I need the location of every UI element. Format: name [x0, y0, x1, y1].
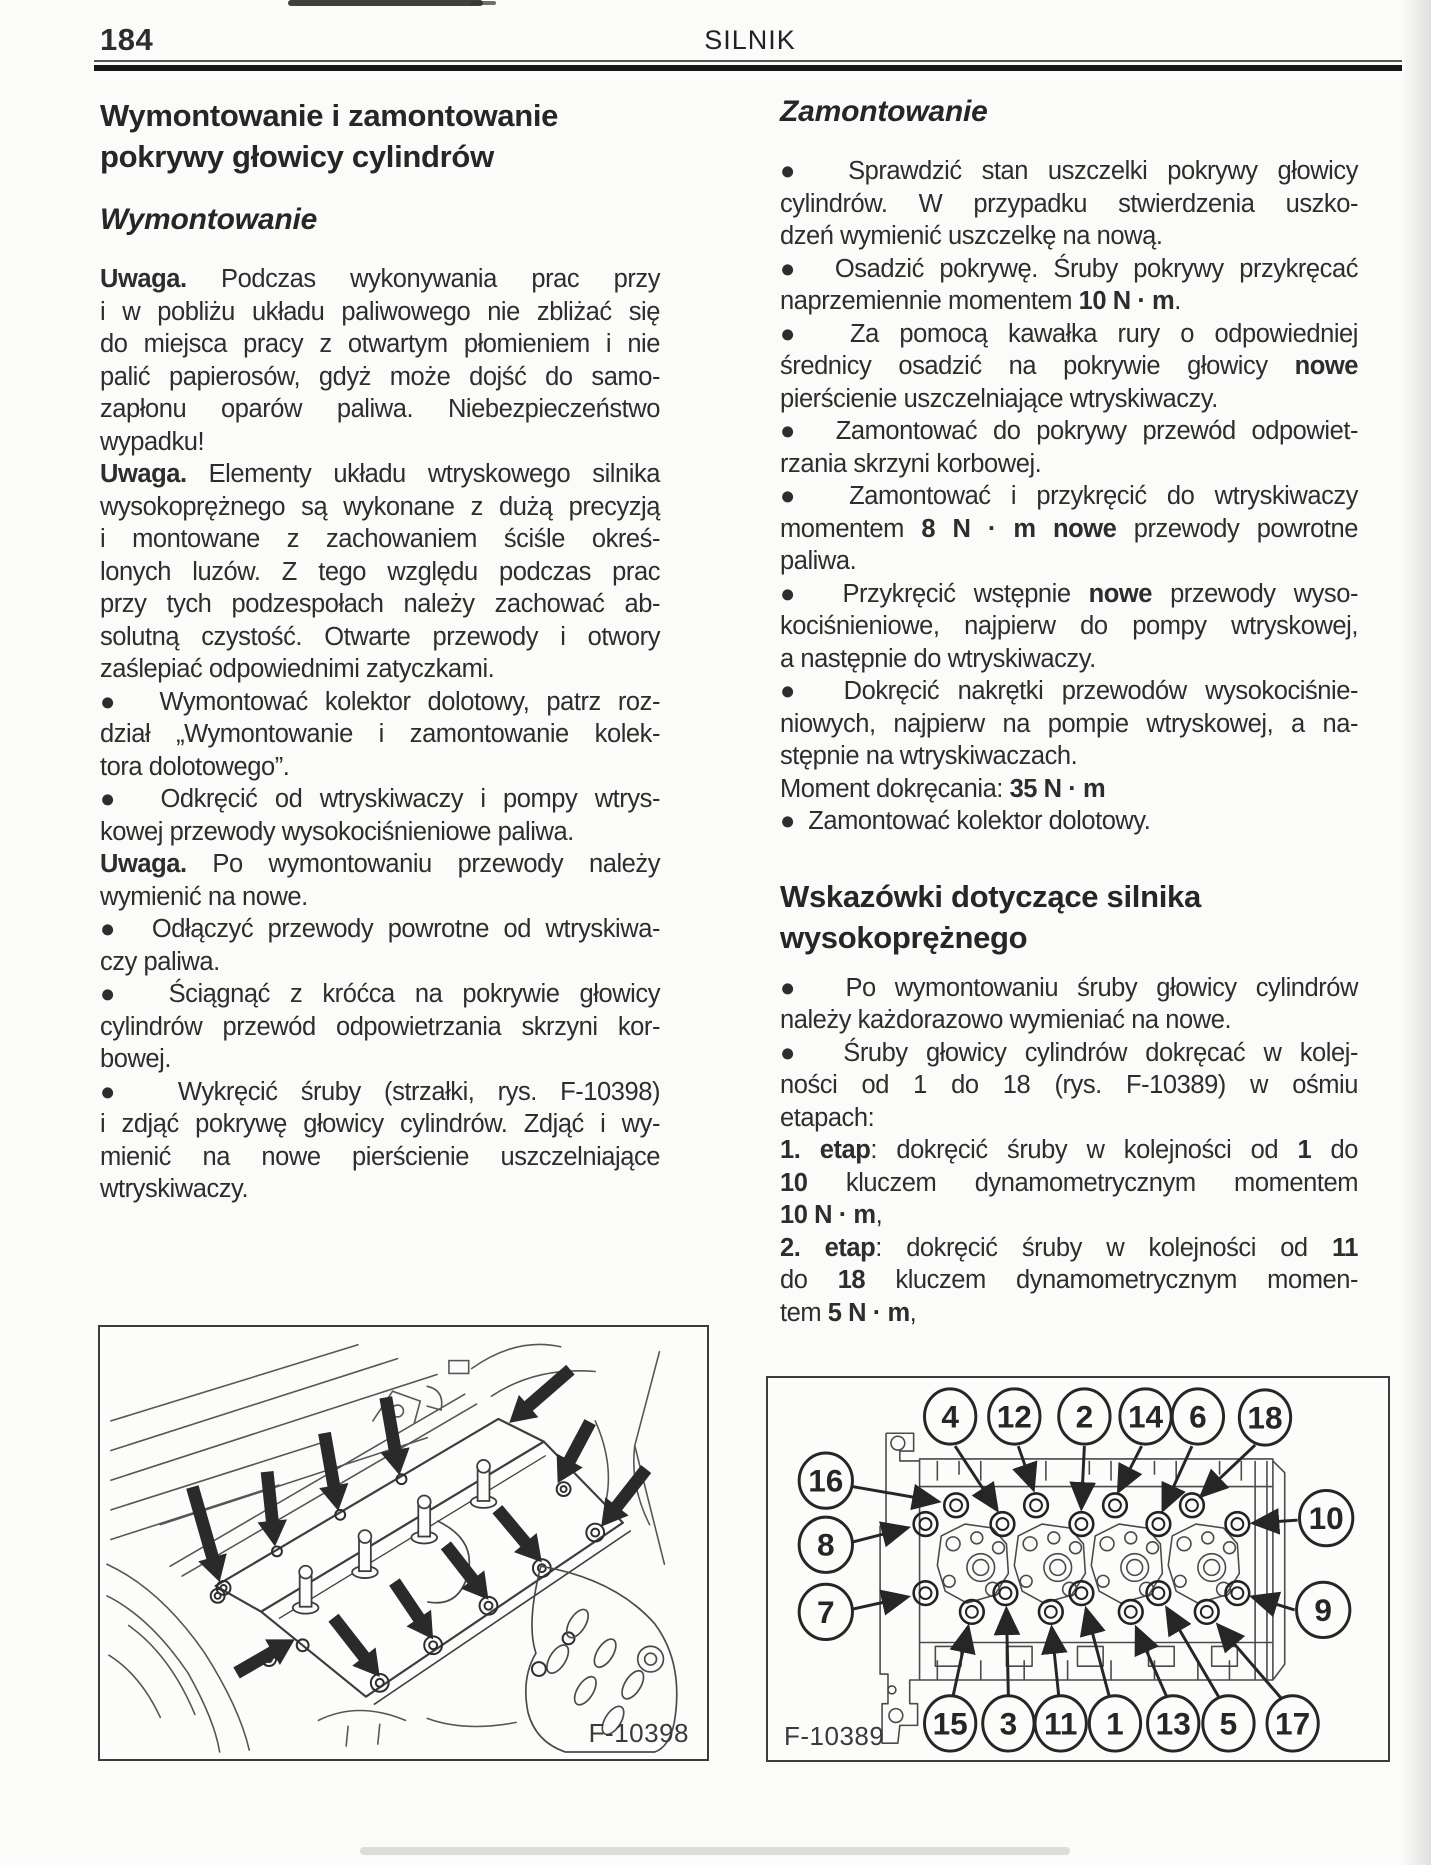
sequence-number: 7 [817, 1593, 835, 1630]
text-line: cylindrów. W przypadku stwierdzenia uszko- [780, 189, 1358, 218]
arrow-icon [310, 1430, 353, 1513]
text-line: stępnie na wtryskiwaczach. [780, 742, 1078, 770]
text-line: mienić na nowe pierścienie uszczelniające [100, 1142, 660, 1171]
scan-artifact [288, 0, 483, 6]
text-line: ● Dokręcić nakrętki przewodów wysokociśnie- [780, 677, 1358, 705]
sequence-badge [989, 1389, 1040, 1444]
sequence-badge [1267, 1696, 1318, 1751]
bold-text: Uwaga. [100, 265, 187, 293]
figure-label: F-10398 [588, 1718, 689, 1748]
torque-value: 35 N · m [1009, 774, 1106, 803]
sequence-badge [1148, 1696, 1199, 1751]
text-line: do miejsca pracy z otwartym płomieniem i nie [100, 330, 660, 358]
text-line: ● Po wymontowaniu śruby głowicy cylindrów [780, 973, 1358, 1002]
sequence-number: 9 [1314, 1591, 1332, 1628]
torque-value: 8 N · m nowe [921, 514, 1117, 543]
text-segment: tem [780, 1298, 828, 1327]
sequence-number: 15 [932, 1705, 968, 1742]
text-segment: Moment dokręcania: [780, 774, 1010, 803]
heading-line: Wskazówki dotyczące silnika [780, 878, 1201, 914]
heading-line: Wymontowanie i zamontowanie [100, 98, 559, 133]
text-line: należy każdorazowo wymieniać na nowe. [780, 1006, 1232, 1034]
text-line: paliwa. [780, 547, 857, 575]
text-segment: kluczem dynamometrycznym momen- [865, 1266, 1358, 1294]
sequence-number: 8 [817, 1526, 835, 1563]
text-line [780, 350, 1358, 383]
text-segment: : dokręcić śruby w kolejności od [870, 1136, 1298, 1164]
sequence-badge [799, 1453, 852, 1508]
text-segment: do [780, 1266, 838, 1294]
text-line: i w pobliżu układu paliwowego nie zbliżać się [100, 297, 660, 326]
text-line [100, 848, 660, 881]
text-segment: Podczas wykonywania prac przy [186, 265, 660, 293]
text-line: niowych, najpierw na pompie wtryskowej, a na- [780, 709, 1358, 738]
text-line: bowej. [100, 1045, 172, 1073]
subsection-heading: Zamontowanie [780, 95, 988, 128]
text-line [780, 1264, 1358, 1297]
section-heading [780, 876, 1358, 958]
text-line: pierścienie uszczelniające wtryskiwaczy. [780, 384, 1218, 413]
text-line: ● Odkręcić od wtryskiwaczy i pompy wtrys- [100, 785, 660, 813]
torque-sequence-illustration [768, 1378, 1383, 1755]
sequence-number: 3 [999, 1705, 1018, 1742]
text-line: ● Zamontować i przykręcić do wtryskiwaczy [780, 482, 1358, 510]
heading-line: pokrywy głowicy cylindrów [100, 139, 494, 174]
figure-torque-sequence [766, 1376, 1390, 1762]
torque-value: 5 N · m [827, 1298, 910, 1327]
bold-text: 18 [837, 1266, 866, 1294]
scan-artifact [360, 1847, 1070, 1855]
sequence-badge [1300, 1491, 1353, 1546]
text-line [780, 773, 1358, 806]
text-line [780, 513, 1358, 546]
text-line: ● Śruby głowicy cylindrów dokręcać w kolej- [780, 1038, 1358, 1067]
right-column [780, 95, 1358, 1329]
bold-text: 1 [1297, 1136, 1312, 1164]
sequence-number: 4 [941, 1398, 959, 1435]
sequence-number: 11 [1044, 1705, 1078, 1742]
text-segment: , [875, 1201, 883, 1229]
text-segment: Po wymontowaniu przewody należy [186, 850, 660, 878]
text-line: ● Zamontować kolektor dolotowy. [780, 807, 1151, 835]
text-line: solutną czystość. Otwarte przewody i otwory [100, 622, 660, 651]
sequence-badge [1120, 1389, 1171, 1444]
text-segment: : dokręcić śruby w kolejności od [875, 1233, 1332, 1262]
sequence-badge [1297, 1582, 1350, 1637]
text-segment: , [909, 1298, 917, 1327]
cylinder-clusters [937, 1524, 1239, 1603]
sequence-number: 14 [1128, 1398, 1164, 1435]
head-bolts [914, 1493, 1250, 1623]
text-line: kowej przewody wysokociśnieniowe paliwa. [100, 817, 574, 846]
engine-cover-illustration [100, 1327, 702, 1754]
text-line: wypadku! [100, 427, 205, 456]
text-segment: przewody powrotne [1116, 514, 1359, 543]
torque-value: 10 N · m [1078, 287, 1175, 315]
text-line: tora dolotowego”. [100, 752, 290, 781]
text-segment: Elementy układu wtryskowego silnika [186, 460, 660, 488]
text-line: palić papierosów, gdyż może dojść do samo- [100, 362, 660, 391]
text-line: kociśnieniowe, najpierw do pompy wtryskowej, [780, 612, 1358, 640]
sequence-number: 16 [808, 1462, 844, 1499]
text-line: wysokoprężnego są wykonane z dużą precyzją [100, 492, 660, 521]
sequence-badge [1203, 1696, 1254, 1751]
text-segment: . [1174, 287, 1181, 315]
subsection-heading: Wymontowanie [100, 203, 318, 236]
sequence-number: 13 [1155, 1705, 1191, 1742]
text-line: ● Za pomocą kawałka rury o odpowiedniej [780, 319, 1358, 348]
text-line: ● Wykręcić śruby (strzałki, rys. F-10398) [100, 1077, 660, 1106]
scan-artifact [470, 1, 496, 5]
text-line: zaślepiać odpowiednimi zatyczkami. [100, 655, 495, 683]
text-line: ● Zamontować do pokrywy przewód odpowiet- [780, 417, 1358, 445]
section-heading [100, 95, 660, 177]
sequence-badge [1089, 1696, 1140, 1751]
bold-text: Uwaga. [100, 460, 187, 488]
text-line: wymienić na nowe. [100, 882, 308, 911]
text-line [780, 1167, 1358, 1200]
arrow-icon [252, 1470, 289, 1548]
sequence-number: 1 [1106, 1705, 1124, 1742]
sequence-badge [799, 1517, 852, 1572]
text-line: czy paliwa. [100, 947, 220, 976]
scan-edge-shadow [1401, 0, 1431, 1865]
sequence-number: 5 [1219, 1705, 1238, 1742]
sequence-badge [1035, 1696, 1086, 1751]
bold-text: 1. etap [780, 1136, 871, 1164]
sequence-badge [925, 1389, 976, 1444]
left-column [100, 95, 660, 1206]
sequence-number: 17 [1275, 1705, 1311, 1742]
text-line: dział „Wymontowanie i zamontowanie kolek- [100, 720, 660, 748]
text-line: i zdjąć pokrywę głowicy cylindrów. Zdjąć i wy- [100, 1110, 660, 1138]
bold-text: 10 [780, 1168, 808, 1197]
text-line [780, 285, 1358, 318]
sequence-number: 18 [1247, 1399, 1283, 1436]
bold-text: Uwaga. [100, 850, 187, 878]
text-line: lonych luzów. Z tego względu podczas prac [100, 557, 660, 586]
sequence-badge [925, 1696, 976, 1751]
text-line: ● Odłączyć przewody powrotne od wtryskiwa- [100, 915, 660, 943]
text-line [100, 263, 660, 296]
bold-text: nowe [1294, 352, 1358, 380]
cylinder-details [943, 1532, 1235, 1596]
text-line: dzeń wymienić uszczelkę na nową. [780, 222, 1163, 250]
text-segment: momentem [780, 514, 922, 543]
body-text [100, 263, 660, 1206]
text-segment: naprzemiennie momentem [780, 287, 1079, 315]
sequence-number: 10 [1308, 1499, 1344, 1536]
text-segment: kluczem dynamometrycznym momentem [807, 1168, 1358, 1197]
figure-valve-cover [98, 1325, 709, 1761]
text-line: przy tych podzespołach należy zachować ab- [100, 590, 660, 618]
text-line: ● Wymontować kolektor dolotowy, patrz roz- [100, 687, 660, 716]
text-line [780, 1232, 1358, 1265]
text-segment: do [1311, 1136, 1358, 1164]
arrow-icon [371, 1395, 414, 1478]
header-rule-thin [94, 60, 1402, 62]
sequence-badge [799, 1584, 852, 1639]
text-line: i montowane z zachowaniem ściśle okreś- [100, 525, 660, 553]
bold-text: 2. etap [780, 1233, 876, 1262]
text-line: zapłonu oparów paliwa. Niebezpieczeństwo [100, 395, 660, 423]
body-text [780, 155, 1358, 838]
torque-value: 10 N · m [780, 1201, 876, 1229]
arrow-icon [500, 1359, 581, 1435]
text-line: a następnie do wtryskiwaczy. [780, 644, 1096, 673]
bold-text: nowe [1088, 579, 1153, 608]
text-line: cylindrów przewód odpowietrzania skrzyni kor- [100, 1012, 660, 1041]
sequence-badge [1239, 1390, 1290, 1445]
text-line: ● Ściągnąć z króćca na pokrywie głowicy [100, 980, 660, 1008]
text-line: rzania skrzyni korbowej. [780, 449, 1042, 478]
sequence-number: 6 [1189, 1398, 1207, 1435]
text-line: ● Osadzić pokrywę. Śruby pokrywy przykręcać [780, 254, 1358, 283]
text-line [780, 1134, 1358, 1167]
text-segment: średnicy osadzić na pokrywie głowicy [780, 352, 1295, 380]
text-line [780, 578, 1358, 611]
body-text [780, 972, 1358, 1330]
sequence-badge [1172, 1389, 1223, 1444]
sequence-number: 12 [996, 1398, 1032, 1435]
header-rule-thick [94, 65, 1402, 71]
sequence-badge [1059, 1389, 1110, 1444]
running-header: SILNIK [704, 25, 796, 55]
text-segment: ● Przykręcić wstępnie [780, 579, 1089, 608]
sequence-badges [799, 1389, 1353, 1751]
text-line: ● Sprawdzić stan uszczelki pokrywy głowicy [780, 157, 1358, 185]
sequence-number: 2 [1075, 1398, 1094, 1435]
text-line: wtryskiwaczy. [100, 1175, 249, 1203]
sequence-badge [983, 1696, 1034, 1751]
heading-line: wysokoprężnego [780, 919, 1028, 955]
text-segment: przewody wyso- [1152, 579, 1358, 608]
figure-label: F-10389 [784, 1721, 885, 1751]
page-number: 184 [100, 22, 154, 57]
text-line: ności od 1 do 18 (rys. F-10389) w ośmiu [780, 1071, 1358, 1099]
text-line: etapach: [780, 1103, 875, 1132]
bold-text: 11 [1331, 1233, 1358, 1262]
text-line [780, 1297, 1358, 1330]
text-line [100, 458, 660, 491]
text-line [780, 1199, 1358, 1232]
